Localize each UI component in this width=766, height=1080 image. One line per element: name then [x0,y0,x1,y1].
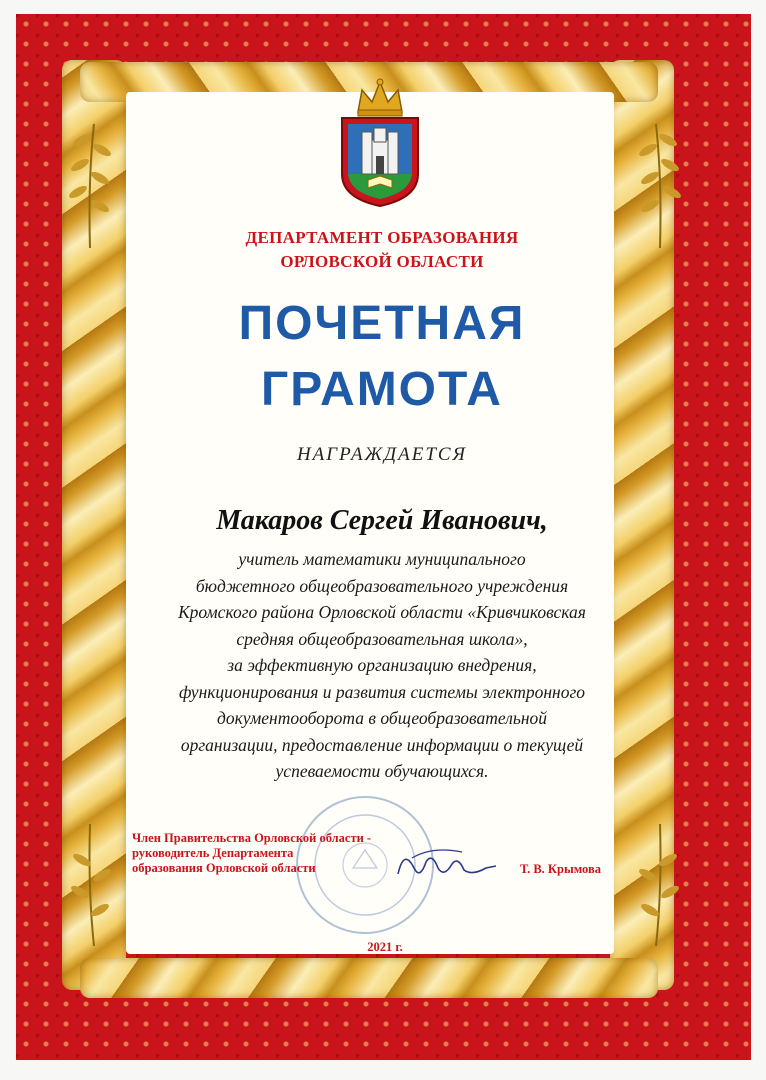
issue-year: 2021 г. [367,940,403,954]
laurel-branch-icon [630,820,690,950]
signer-position: Член Правительства Орловской области - руководитель Департамента образования Орловской области [132,831,372,875]
laurel-branch-icon [60,120,120,250]
department-line: ОРЛОВСКОЙ ОБЛАСТИ [280,252,484,271]
bottom-ribbon-decoration [80,958,658,998]
department-name [126,226,638,274]
department-line: ДЕПАРТАМЕНТ ОБРАЗОВАНИЯ [245,228,519,247]
certificate-title: ГРАМОТА [261,363,503,416]
awarded-heading: НАГРАЖДАЕТСЯ [296,444,468,465]
signer-name: Т. В. Крымова [520,862,601,876]
laurel-branch-icon [60,820,120,950]
certificate-title: ПОЧЕТНАЯ [238,297,526,350]
recipient-name: Макаров Сергей Иванович, [216,505,548,536]
coat-of-arms-icon [330,74,430,210]
handwritten-signature-icon [392,838,502,888]
laurel-branch-icon [630,120,690,250]
award-description: учитель математики муниципального бюджетного общеобразовательного учреждения Кромского района Орловской области «Кривчиковская средняя общеобразовательная школа», за эффективную организацию внедрения, функционирования и развития системы электронного документооборота в общеобразовательной организации, предоставление информации о текущей успеваемости обучающихся. [178,549,586,781]
